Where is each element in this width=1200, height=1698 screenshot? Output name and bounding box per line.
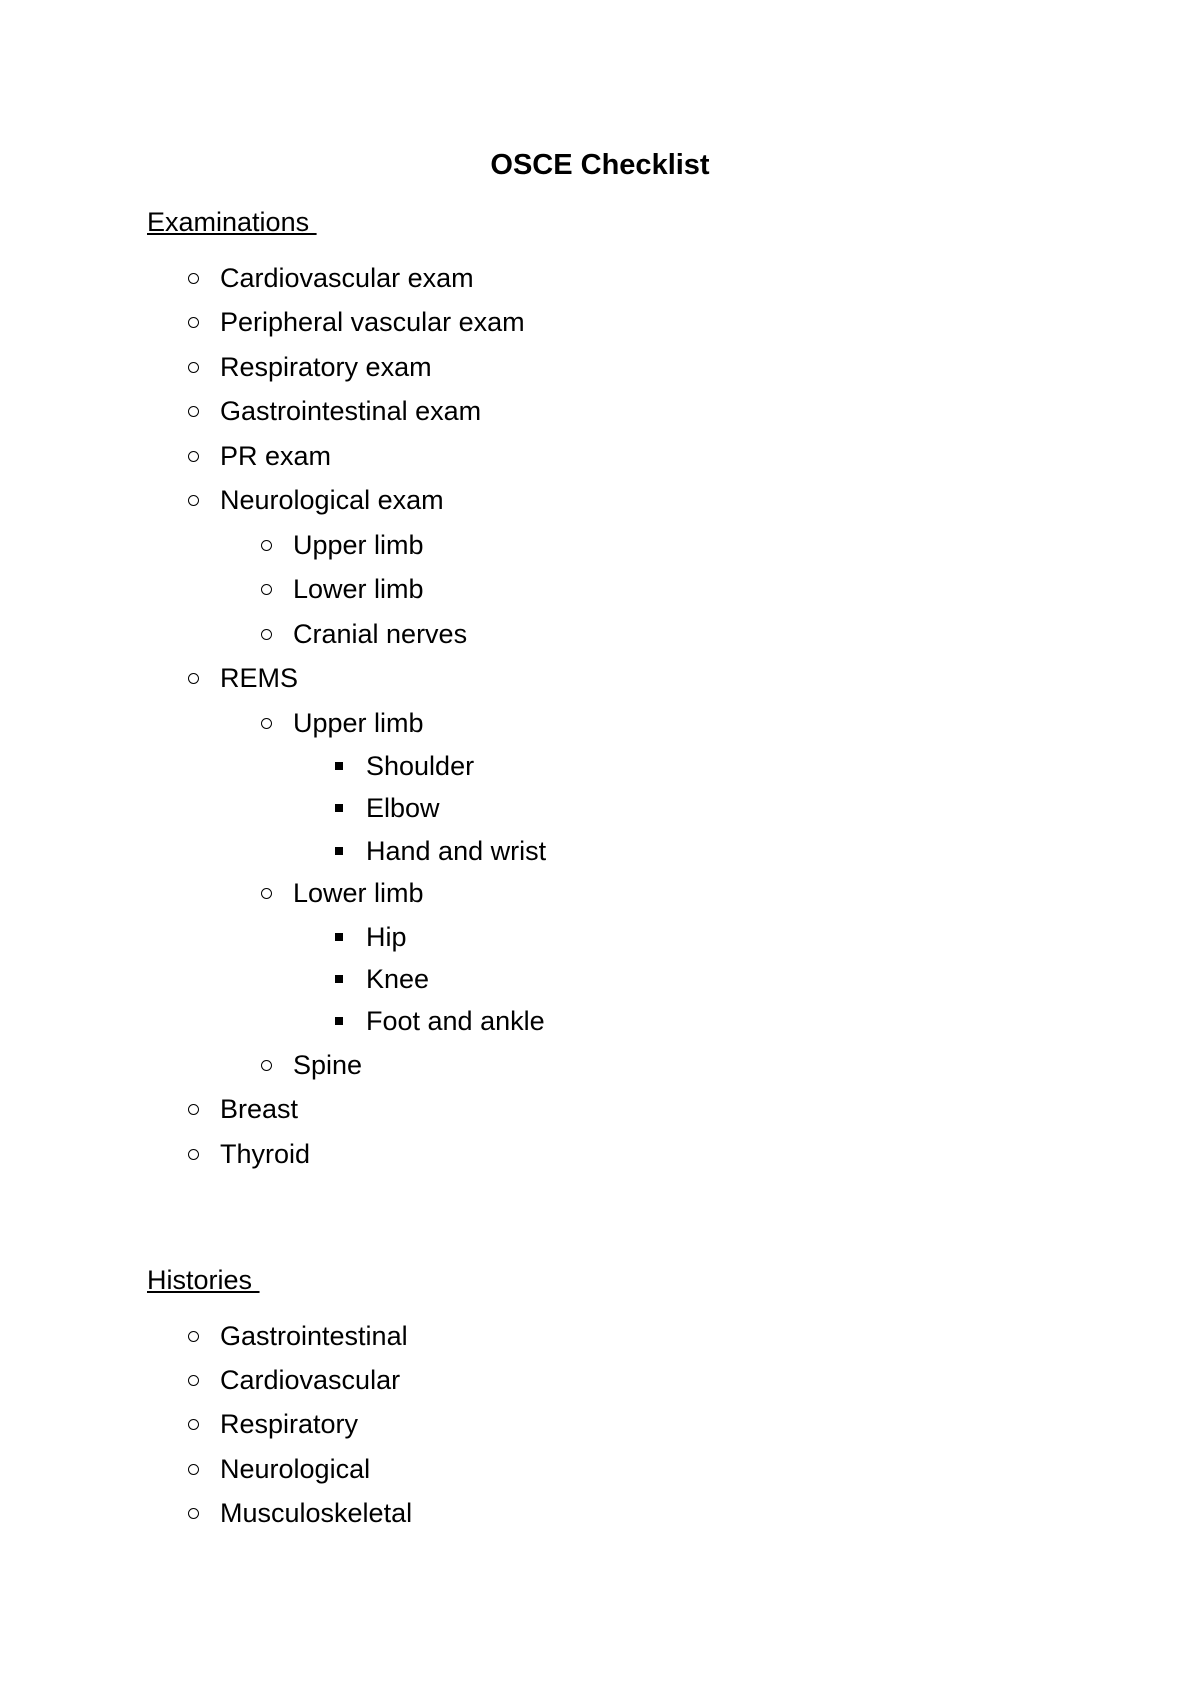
hollow-circle-bullet-icon [259, 573, 279, 605]
list-item-label: Musculoskeletal [220, 1498, 413, 1528]
list-item-label: Knee [366, 964, 430, 994]
hollow-circle-bullet-icon [186, 440, 206, 472]
list-item [0, 835, 1200, 867]
list-item-label: Hip [366, 922, 407, 952]
square-bullet-icon [331, 750, 351, 782]
list-item-label: Neurological exam [220, 485, 444, 515]
hollow-circle-bullet-icon [186, 1138, 206, 1170]
list-item-label: Respiratory [220, 1409, 359, 1439]
list-item [0, 877, 1200, 909]
hollow-circle-bullet-icon [186, 1453, 206, 1485]
list-item-label: Elbow [366, 793, 440, 823]
list-item-label: Lower limb [293, 574, 424, 604]
list-item [0, 573, 1200, 605]
hollow-circle-bullet-icon [186, 1364, 206, 1396]
list-item [0, 1497, 1200, 1529]
square-bullet-icon [331, 835, 351, 867]
list-item-label: Breast [220, 1094, 299, 1124]
hollow-circle-bullet-icon [186, 1408, 206, 1440]
list-item [0, 351, 1200, 383]
list-item [0, 792, 1200, 824]
list-item [0, 1138, 1200, 1170]
hollow-circle-bullet-icon [186, 1497, 206, 1529]
list-item [0, 1364, 1200, 1396]
section-heading-histories: Histories [147, 1265, 260, 1295]
square-bullet-icon [331, 921, 351, 953]
hollow-circle-bullet-icon [259, 707, 279, 739]
list-item [0, 395, 1200, 427]
square-bullet-icon [331, 1005, 351, 1037]
list-item-label: Upper limb [293, 708, 424, 738]
list-item [0, 707, 1200, 739]
hollow-circle-bullet-icon [186, 662, 206, 694]
hollow-circle-bullet-icon [259, 1049, 279, 1081]
list-item [0, 262, 1200, 294]
list-item [0, 618, 1200, 650]
list-item-label: Spine [293, 1050, 363, 1080]
list-item-label: Thyroid [220, 1139, 311, 1169]
list-item-label: Peripheral vascular exam [220, 307, 525, 337]
list-item [0, 306, 1200, 338]
hollow-circle-bullet-icon [259, 529, 279, 561]
hollow-circle-bullet-icon [186, 484, 206, 516]
list-item-label: Cardiovascular [220, 1365, 401, 1395]
list-item [0, 662, 1200, 694]
hollow-circle-bullet-icon [186, 262, 206, 294]
hollow-circle-bullet-icon [186, 1093, 206, 1125]
hollow-circle-bullet-icon [186, 351, 206, 383]
square-bullet-icon [331, 792, 351, 824]
hollow-circle-bullet-icon [186, 395, 206, 427]
hollow-circle-bullet-icon [259, 877, 279, 909]
list-item-label: Lower limb [293, 878, 424, 908]
list-item [0, 1005, 1200, 1037]
list-item-label: Gastrointestinal exam [220, 396, 482, 426]
list-item-label: Cardiovascular exam [220, 263, 474, 293]
section-heading-examinations: Examinations [147, 207, 317, 237]
list-item-label: PR exam [220, 441, 332, 471]
list-item-label: Shoulder [366, 751, 475, 781]
list-item [0, 1453, 1200, 1485]
list-item [0, 1320, 1200, 1352]
hollow-circle-bullet-icon [186, 1320, 206, 1352]
list-item [0, 921, 1200, 953]
list-item [0, 1408, 1200, 1440]
list-item-label: Respiratory exam [220, 352, 432, 382]
list-item-label: Foot and ankle [366, 1006, 545, 1036]
list-item-label: Cranial nerves [293, 619, 468, 649]
list-item [0, 1093, 1200, 1125]
hollow-circle-bullet-icon [259, 618, 279, 650]
hollow-circle-bullet-icon [186, 306, 206, 338]
list-item [0, 529, 1200, 561]
list-item [0, 484, 1200, 516]
list-item [0, 440, 1200, 472]
list-item-label: REMS [220, 663, 299, 693]
list-item-label: Upper limb [293, 530, 424, 560]
square-bullet-icon [331, 963, 351, 995]
list-item [0, 963, 1200, 995]
list-item [0, 750, 1200, 782]
list-item-label: Hand and wrist [366, 836, 547, 866]
list-item-label: Neurological [220, 1454, 371, 1484]
list-item [0, 1049, 1200, 1081]
list-item-label: Gastrointestinal [220, 1321, 408, 1351]
page-title: OSCE Checklist [490, 149, 710, 181]
